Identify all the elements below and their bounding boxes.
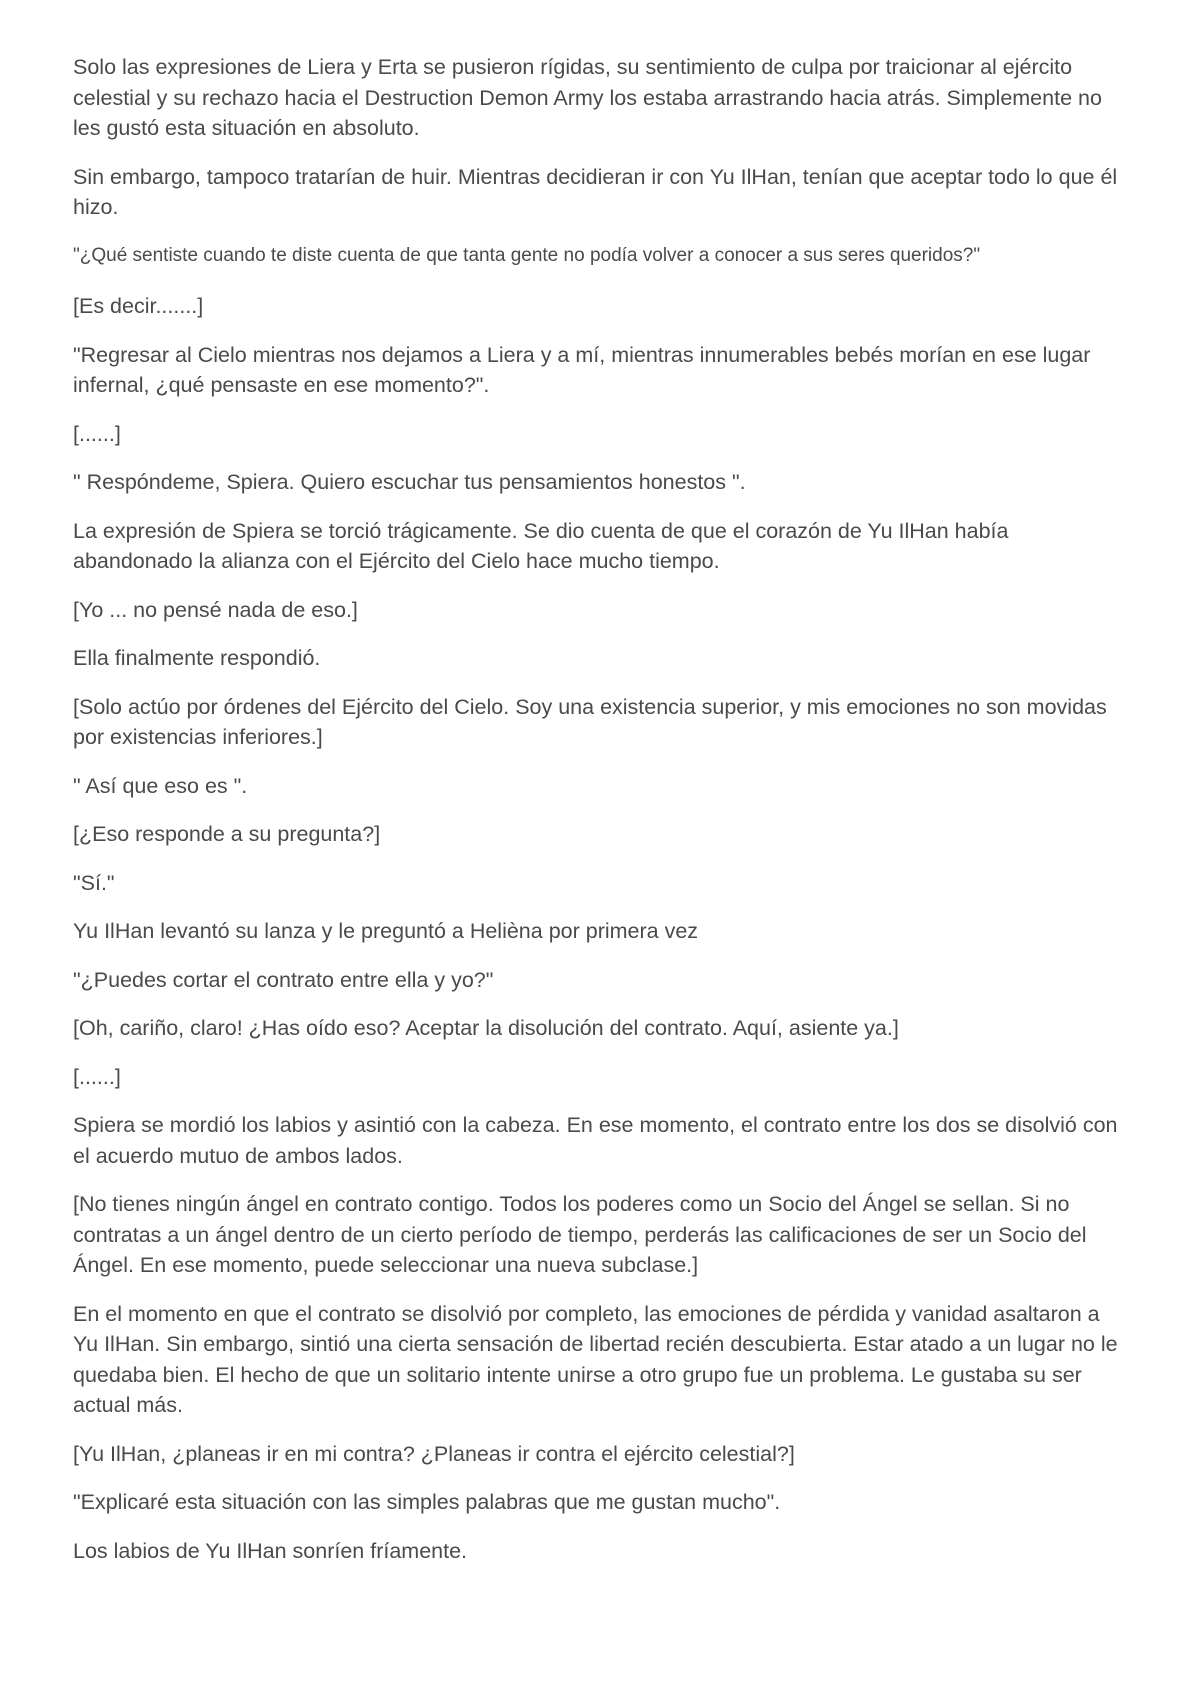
paragraph-11: [Solo actúo por órdenes del Ejército del Cielo. Soy una existencia superior, y mis emociones no son movidas por existencias inferiores.] (73, 694, 1107, 749)
paragraph-12: " Así que eso es ". (73, 773, 248, 798)
paragraph-8: La expresión de Spiera se torció trágicamente. Se dio cuenta de que el corazón de Yu IlHan había abandonado la alianza con el Ejército del Cielo hace mucho tiempo. (73, 518, 1009, 573)
paragraph-9: [Yo ... no pensé nada de eso.] (73, 597, 358, 622)
paragraph-24: Los labios de Yu IlHan sonríen fríamente. (73, 1538, 468, 1563)
paragraph-3: "¿Qué sentiste cuando te diste cuenta de que tanta gente no podía volver a conocer a sus seres queridos?" (73, 244, 981, 266)
paragraph-7: " Respóndeme, Spiera. Quiero escuchar tus pensamientos honestos ". (73, 470, 746, 494)
paragraph-10: Ella finalmente respondió. (73, 646, 321, 670)
paragraph-13: [¿Eso responde a su pregunta?] (73, 822, 381, 846)
document-page (73, 52, 1123, 1584)
paragraph-20: [No tienes ningún ángel en contrato contigo. Todos los poderes como un Socio del Ángel se sellan. Si no contratas a un ángel dentro de un cierto período de tiempo, perderás las calificaciones de ser un Socio del Ángel. En ese momento, puede seleccionar una nueva subclase.] (73, 1192, 1087, 1277)
paragraph-16: "¿Puedes cortar el contrato entre ella y yo?" (73, 967, 494, 992)
paragraph-23: "Explicaré esta situación con las simples palabras que me gustan mucho". (73, 1490, 781, 1514)
paragraph-18: [......] (73, 1064, 121, 1089)
paragraph-17: [Oh, cariño, claro! ¿Has oído eso? Aceptar la disolución del contrato. Aquí, asiente ya.] (73, 1016, 899, 1040)
paragraph-2: Sin embargo, tampoco tratarían de huir. Mientras decidieran ir con Yu IlHan, tenían que aceptar todo lo que él hizo. (73, 164, 1118, 219)
paragraph-15: Yu IlHan levantó su lanza y le preguntó a Helièna por primera vez (73, 919, 699, 943)
paragraph-14: "Sí." (73, 870, 115, 895)
paragraph-22: [Yu IlHan, ¿planeas ir en mi contra? ¿Planeas ir contra el ejército celestial?] (73, 1441, 795, 1466)
paragraph-5: "Regresar al Cielo mientras nos dejamos a Liera y a mí, mientras innumerables bebés morían en ese lugar infernal, ¿qué pensaste en ese momento?". (73, 342, 1091, 397)
paragraph-4: [Es decir.......] (73, 294, 204, 318)
paragraph-19: Spiera se mordió los labios y asintió con la cabeza. En ese momento, el contrato entre los dos se disolvió con el acuerdo mutuo de ambos lados. (73, 1113, 1118, 1168)
paragraph-1: Solo las expresiones de Liera y Erta se pusieron rígidas, su sentimiento de culpa por traicionar al ejército celestial y su rechazo hacia el Destruction Demon Army los estaba arrastrando hacia atrás. Simplemente no les gustó esta situación en absoluto. (73, 55, 1102, 140)
paragraph-21: En el momento en que el contrato se disolvió por completo, las emociones de pérdida y vanidad asaltaron a Yu IlHan. Sin embargo, sintió una cierta sensación de libertad recién descubierta. Estar atado a un lugar no le quedaba bien. El hecho de que un solitario intente unirse a otro grupo fue un problema. Le gustaba su ser actual más. (73, 1301, 1118, 1417)
paragraph-6: [......] (73, 421, 121, 446)
